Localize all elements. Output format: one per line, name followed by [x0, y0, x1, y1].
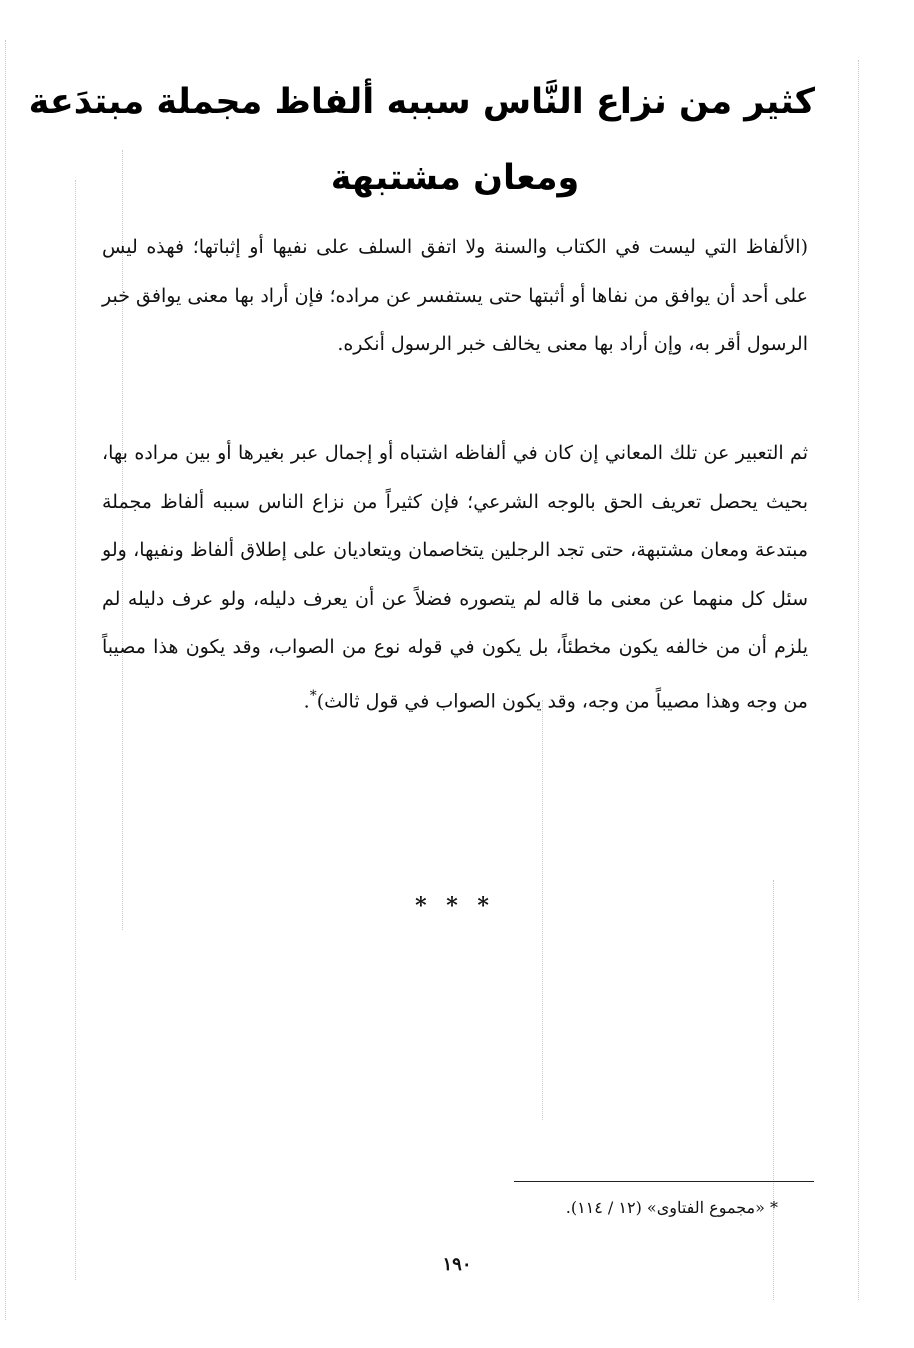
footnote-divider — [514, 1181, 814, 1182]
scan-artifact-line — [542, 700, 543, 1120]
scan-artifact-line — [75, 180, 76, 1280]
scan-artifact-line — [773, 880, 774, 1300]
closing-period: . — [303, 690, 310, 713]
paragraph-2 — [102, 429, 808, 726]
page-number: ١٩٠ — [442, 1254, 472, 1275]
heading-line-2: ومعان مشتبهة — [330, 158, 580, 198]
scan-artifact-line — [858, 60, 859, 1300]
footnote-reference[interactable]: * — [309, 687, 317, 704]
footnote-citation: * «مجموع الفتاوى» (١٢ / ١١٤). — [565, 1198, 778, 1217]
heading-line-1: كثير من نزاع النَّاس سببه ألفاظ مجملة مبتدَعة — [28, 82, 815, 122]
scan-artifact-line — [5, 40, 6, 1320]
paragraph-1: (الألفاظ التي ليست في الكتاب والسنة ولا اتفق السلف على نفيها أو إثباتها؛ فهذه ليس على أحد أن يوافق من نفاها أو أثبتها حتى يستفسر عن مراده؛ فإن أراد بها معنى يوافق خبر الرسول أقر به، وإن أراد بها معنى يخالف خبر الرسول أنكره. — [102, 236, 808, 356]
paragraph-2-text: ثم التعبير عن تلك المعاني إن كان في ألفاظه اشتباه أو إجمال عبر بغيرها أو بين مراده بها، بحيث يحصل تعريف الحق بالوجه الشرعي؛ فإن كثيراً من نزاع الناس سببه ألفاظ مجملة مبتدعة ومعان مشتبهة، حتى تجد الرجلين يتخاصمان ويتعاديان على إطلاق ألفاظ ونفيها، ولو سئل كل منهما عن معنى ما قاله لم يتصوره فضلاً عن أن يعرف دليله، ولو عرف دليله لم يلزم أن من خالفه يكون مخطئاً، بل يكون في قوله نوع من الصواب، وقد يكون هذا مصيباً من وجه وهذا مصيباً من وجه، وقد يكون الصواب في قول ثالث) — [102, 442, 808, 713]
section-separator: * * * — [415, 893, 495, 919]
